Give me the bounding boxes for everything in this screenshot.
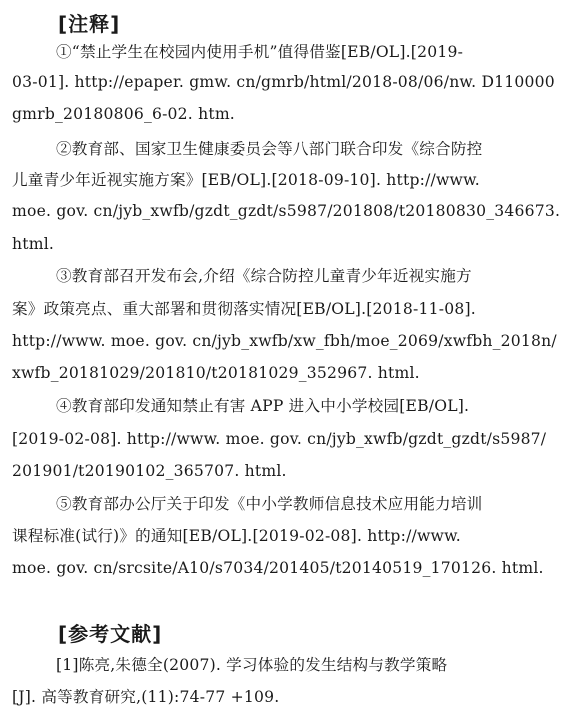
- note-3-line-2: 案》政策亮点、重大部署和贯彻落实情况[EB/OL].[2018-11-08].: [12, 300, 476, 318]
- notes-heading: [注释]: [58, 12, 121, 36]
- note-1-line-2: 03-01]. http://epaper. gmw. cn/gmrb/html/2018-08/06/nw. D110000: [12, 73, 555, 91]
- references-heading: [参考文献]: [58, 622, 163, 646]
- note-2-line-3: moe. gov. cn/jyb_xwfb/gzdt_gzdt/s5987/201808/t20180830_346673.: [12, 202, 561, 220]
- note-2-line-4: html.: [12, 235, 55, 253]
- note-4-line-2: [2019-02-08]. http://www. moe. gov. cn/jyb_xwfb/gzdt_gzdt/s5987/: [12, 430, 547, 448]
- note-3-line-3: http://www. moe. gov. cn/jyb_xwfb/xw_fbh/moe_2069/xwfbh_2018n/: [12, 332, 557, 350]
- note-5-line-1: ⑤教育部办公厅关于印发《中小学教师信息技术应用能力培训: [56, 495, 483, 513]
- note-5-line-3: moe. gov. cn/srcsite/A10/s7034/201405/t20140519_170126. html.: [12, 559, 544, 577]
- note-3-line-4: xwfb_20181029/201810/t20181029_352967. html.: [12, 364, 420, 382]
- note-2-line-1: ②教育部、国家卫生健康委员会等八部门联合印发《综合防控: [56, 140, 483, 158]
- reference-1-line-1: [1]陈亮,朱德全(2007). 学习体验的发生结构与教学策略: [56, 656, 448, 674]
- note-2-line-2: 儿童青少年近视实施方案》[EB/OL].[2018-09-10]. http://www.: [12, 171, 480, 189]
- reference-1-line-2: [J]. 高等教育研究,(11):74-77 +109.: [12, 688, 280, 706]
- note-3-line-1: ③教育部召开发布会,介绍《综合防控儿童青少年近视实施方: [56, 267, 472, 285]
- note-1-line-1: ①“禁止学生在校园内使用手机”值得借鉴[EB/OL].[2019-: [56, 43, 464, 61]
- note-1-line-3: gmrb_20180806_6-02. htm.: [12, 105, 235, 123]
- note-4-line-3: 201901/t20190102_365707. html.: [12, 462, 287, 480]
- note-4-line-1: ④教育部印发通知禁止有害 APP 进入中小学校园[EB/OL].: [56, 397, 470, 415]
- note-5-line-2: 课程标准(试行)》的通知[EB/OL].[2019-02-08]. http://www.: [12, 527, 461, 545]
